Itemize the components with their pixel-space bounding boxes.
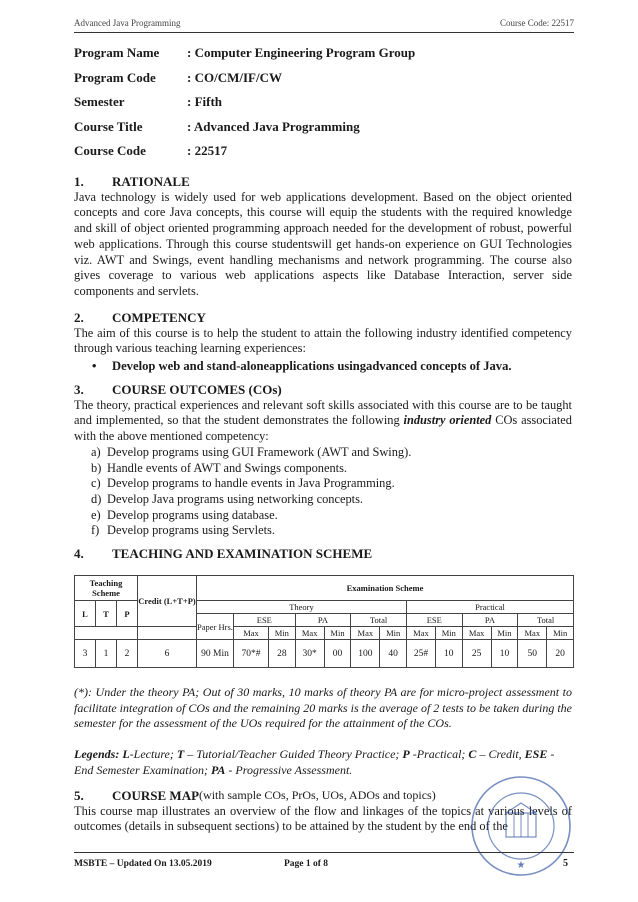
outcome-item: b) Handle events of AWT and Swings components. [91, 460, 348, 475]
val-t: 1 [96, 640, 117, 668]
th-practical-pa: PA [462, 614, 518, 627]
svg-text:★: ★ [516, 860, 526, 871]
th-max: Max [234, 627, 269, 640]
footer-updated: MSBTE – Updated On 13.05.2019 [74, 859, 212, 869]
competency-bullet: • Develop web and stand-aloneapplications usingadvanced concepts of Java. [92, 359, 512, 374]
val-paper-hrs: 90 Min [197, 640, 234, 668]
th-min: Min [269, 627, 296, 640]
th-min: Min [436, 627, 463, 640]
val-pr-total-max: 50 [518, 640, 547, 668]
scheme-values-row [75, 640, 574, 668]
program-info [74, 45, 574, 168]
scheme-table [74, 575, 574, 668]
outcome-item: a) Develop programs using GUI Framework (AWT and Swing). [91, 444, 412, 459]
th-l: L [75, 601, 96, 627]
outcome-item: d) Develop Java programs using networking concepts. [91, 491, 364, 506]
val-th-ese-min: 28 [269, 640, 296, 668]
val-th-ese-max: 70*# [234, 640, 269, 668]
outcome-item: c) Develop programs to handle events in Java Programming. [91, 476, 395, 491]
info-row-semester: Semester : Fifth [74, 94, 223, 109]
info-row-program-code: Program Code : CO/CM/IF/CW [74, 69, 282, 85]
th-max: Max [351, 627, 380, 640]
th-theory-pa: PA [295, 614, 351, 627]
th-theory-ese: ESE [234, 614, 296, 627]
competency-text: The aim of this course is to help the student to attain the following industry identified competency through various teaching learning experiences: [74, 325, 572, 356]
val-l: 3 [75, 640, 96, 668]
th-min: Min [547, 627, 574, 640]
th-paper-hrs: Paper Hrs. [197, 614, 234, 640]
info-row-program-name: Program Name : Computer Engineering Program Group [74, 45, 416, 60]
th-max: Max [518, 627, 547, 640]
th-max: Max [406, 627, 435, 640]
pa-note: (*): Under the theory PA; Out of 30 marks, 10 marks of theory PA are for micro-project assessment to facilitate integration of COs and the remaining 20 marks is the average of 2 tests to be taken during the semester for the assessment of the UOs required for the attainment of the COs. [74, 685, 572, 731]
th-max: Max [295, 627, 324, 640]
th-min: Min [380, 627, 407, 640]
val-p: 2 [117, 640, 138, 668]
rationale-heading: 1. RATIONALE [74, 174, 190, 189]
header-course-code: Course Code: 22517 [500, 18, 574, 28]
val-th-total-max: 100 [351, 640, 380, 668]
th-practical: Practical [406, 601, 573, 614]
footer-page-number: Page 1 of 8 [284, 859, 329, 869]
section-course-outcomes [74, 382, 572, 539]
th-p: P [117, 601, 138, 627]
section-scheme-heading [74, 546, 572, 562]
outcome-item: e) Develop programs using database. [91, 507, 278, 522]
th-t: T [96, 601, 117, 627]
val-credit: 6 [138, 640, 197, 668]
val-pr-ese-min: 10 [436, 640, 463, 668]
outcomes-intro: The theory, practical experiences and relevant soft skills associated with this course are to be taught and implemented, so that the student demonstrates the following industry oriented COs associated with the above mentioned competency: [74, 397, 573, 444]
val-pr-ese-max: 25# [406, 640, 435, 668]
th-min: Min [324, 627, 351, 640]
legends: Legends: L-Lecture; T – Tutorial/Teacher Guided Theory Practice; P -Practical; C – Credit, ESE -End Semester Examination; PA - Progressive Assessment. [74, 747, 555, 777]
th-max: Max [462, 627, 491, 640]
page-footer [74, 852, 574, 873]
val-pr-total-min: 20 [547, 640, 574, 668]
outcome-item: f) Develop programs using Servlets. [91, 523, 275, 538]
th-practical-ese: ESE [406, 614, 462, 627]
footer-stamp-number: 5 [563, 858, 568, 869]
th-theory-total: Total [351, 614, 407, 627]
info-row-course-title: Course Title : Advanced Java Programming [74, 118, 360, 134]
info-row-course-code: Course Code : 22517 [74, 143, 228, 158]
th-exam-scheme: Examination Scheme [197, 576, 574, 601]
val-th-pa-min: 00 [324, 640, 351, 668]
course-map-text: This course map illustrates an overview of the flow and linkages of the topics at various levels of outcomes (details in subsequent sections) to be attained by the student by the end of the [74, 803, 572, 834]
scheme-heading: 4. TEACHING AND EXAMINATION SCHEME [74, 546, 373, 561]
section-competency [74, 310, 572, 375]
th-practical-total: Total [518, 614, 574, 627]
outcomes-heading: 3. COURSE OUTCOMES (COs) [74, 382, 282, 397]
th-theory: Theory [197, 601, 407, 614]
val-th-pa-max: 30* [295, 640, 324, 668]
competency-heading: 2. COMPETENCY [74, 310, 206, 325]
th-teaching-scheme: Teaching Scheme [75, 576, 138, 601]
header-course-title: Advanced Java Programming [74, 18, 181, 28]
th-credit: Credit (L+T+P) [138, 576, 197, 627]
val-th-total-min: 40 [380, 640, 407, 668]
val-pr-pa-min: 10 [491, 640, 518, 668]
th-min: Min [491, 627, 518, 640]
page-header [74, 16, 574, 33]
section-rationale [74, 174, 572, 300]
course-map-heading: 5. COURSE MAP (with sample COs, PrOs, UOs, ADOs and topics) [74, 788, 436, 803]
rationale-text: Java technology is widely used for web applications development. Based on the object oriented concepts and core Java concepts, this course will equip the students with the required knowledge and skill of object oriented programming approach needed for the development of robust, powerful web applications. Through this course studentswill get hands-on experience on GUI Technologies viz. AWT and Swings, event handling mechanisms and network programming. The course also gives coverage to various web applications aspects like Database Interaction, server side components and servlets. [74, 189, 572, 298]
val-pr-pa-max: 25 [462, 640, 491, 668]
